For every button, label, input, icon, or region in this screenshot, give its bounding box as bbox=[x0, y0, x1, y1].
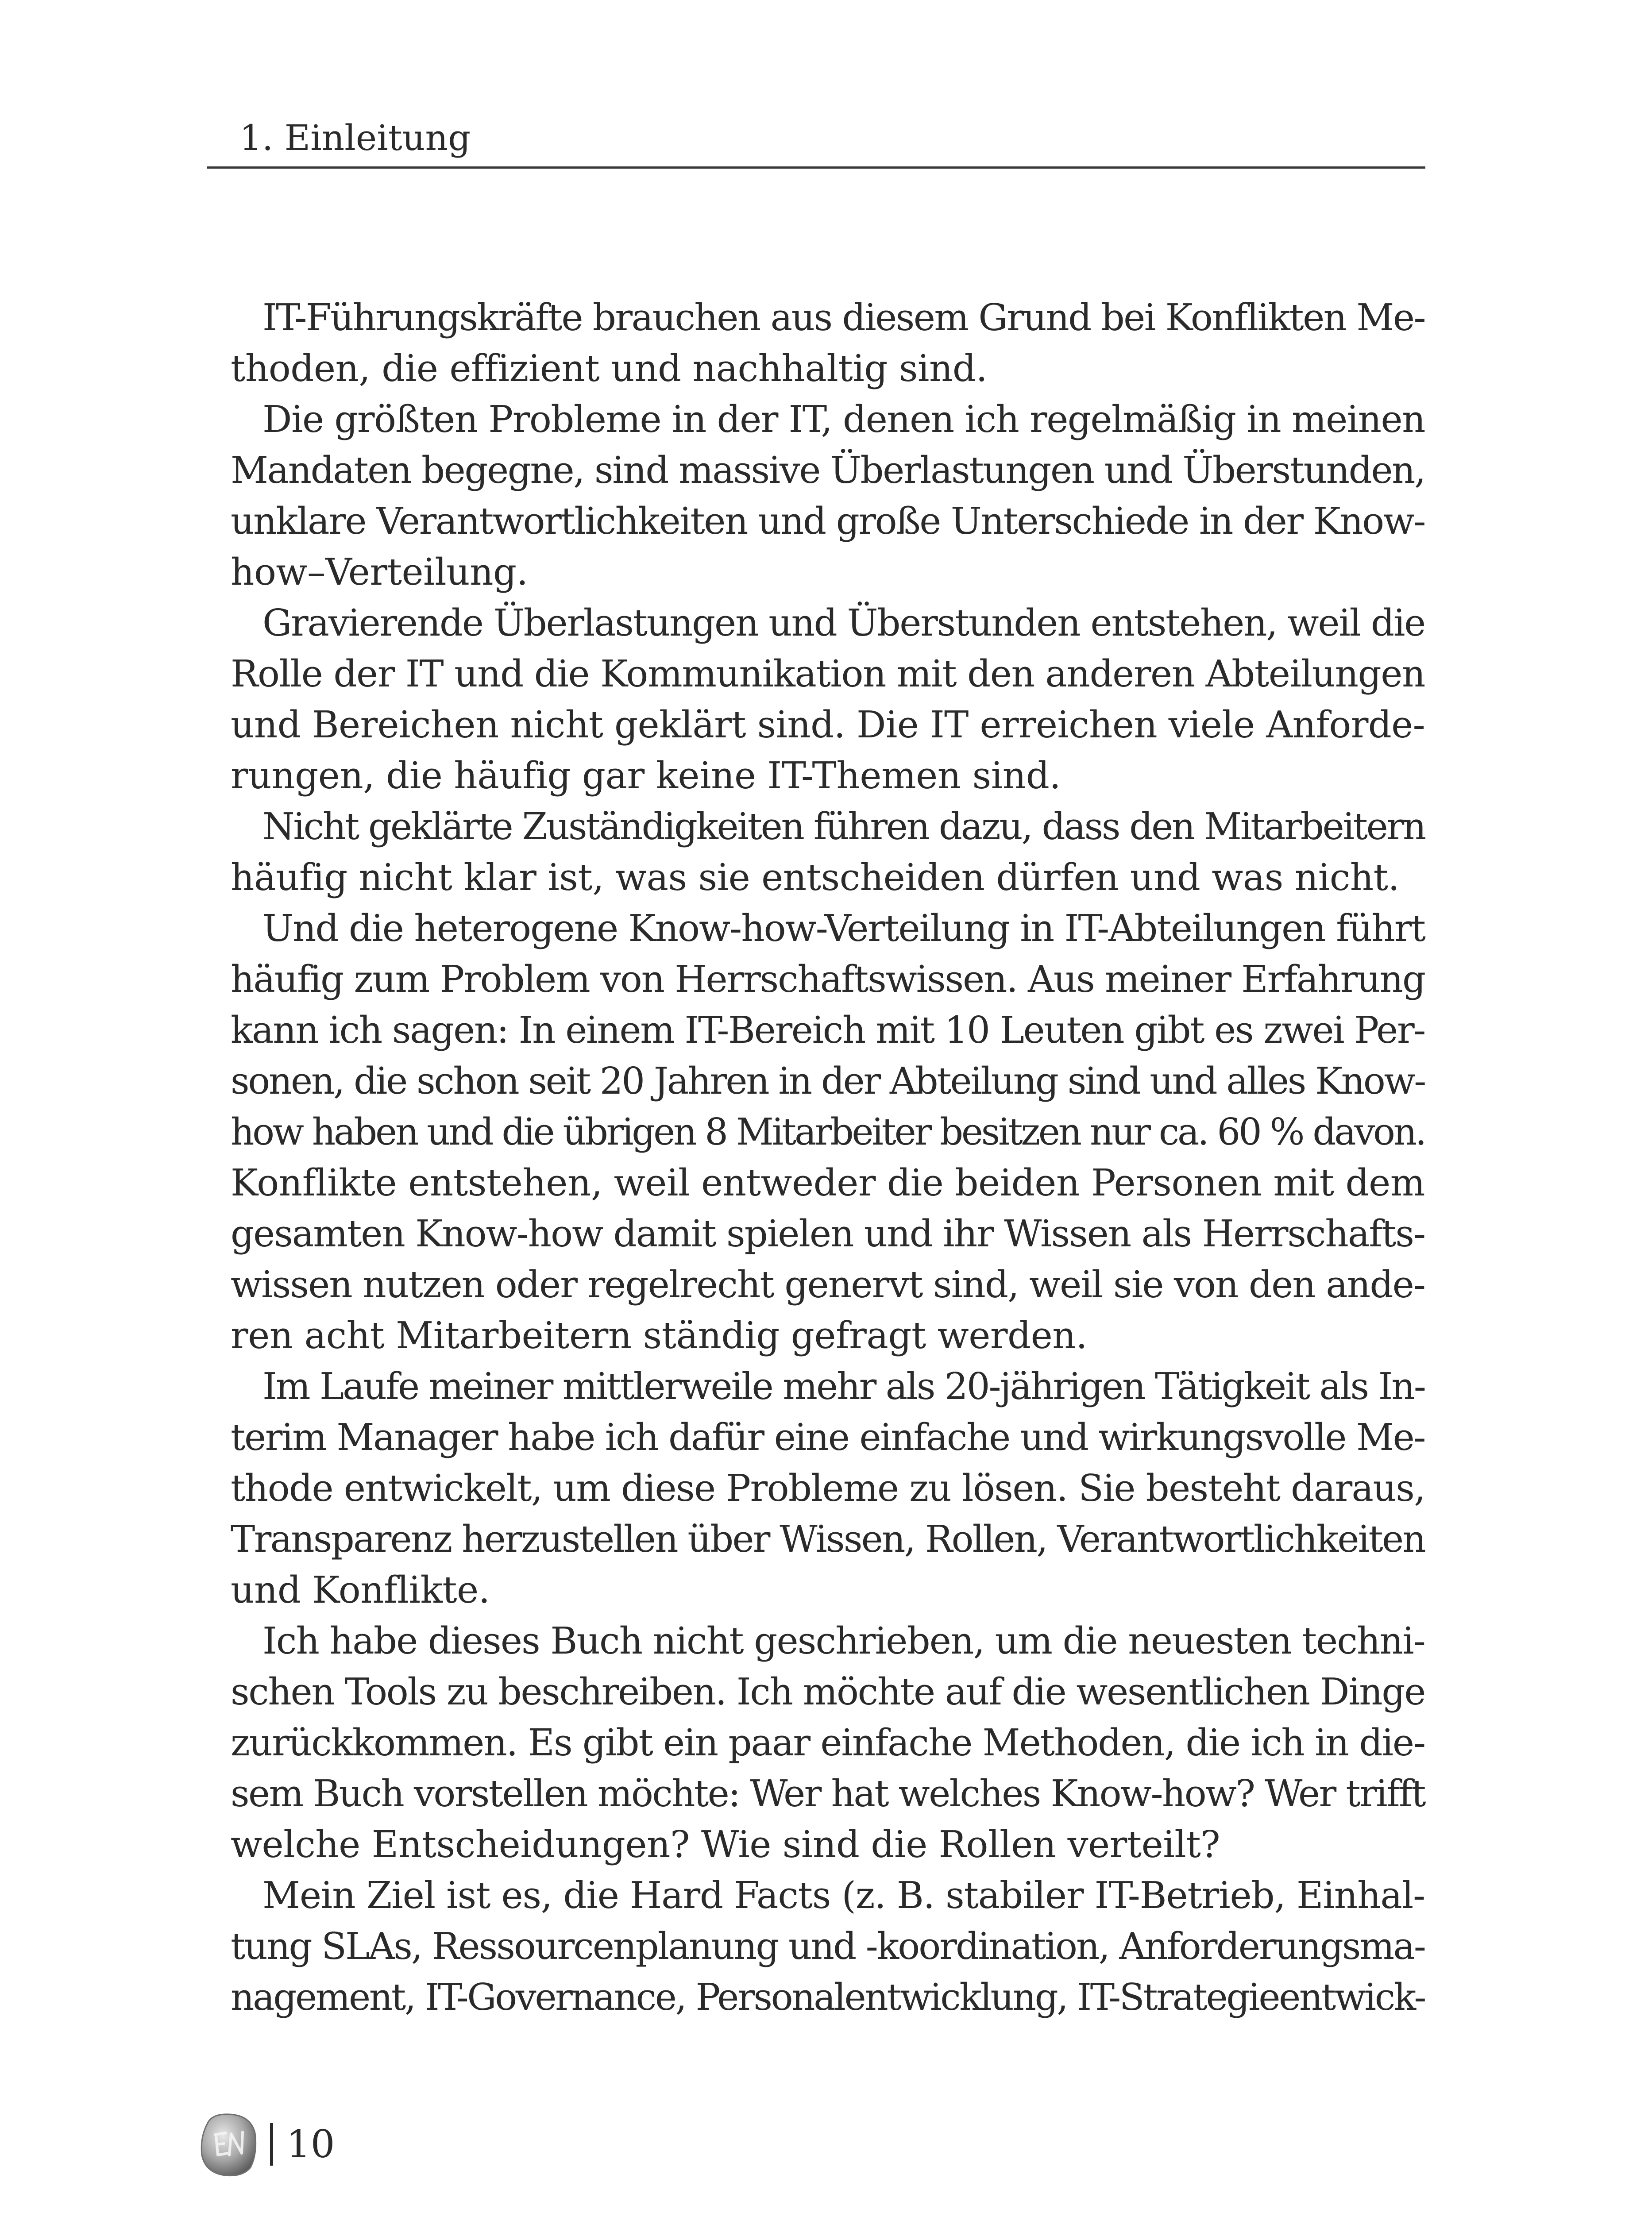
text-line: häufig nicht klar ist, was sie entscheiden dürfen und was nicht. bbox=[231, 856, 1400, 899]
page-footer bbox=[198, 2107, 335, 2182]
text-line: häufig zum Problem von Herrschaftswissen. Aus meiner Erfahrung bbox=[231, 958, 1425, 1001]
text-line: Im Laufe meiner mittlerweile mehr als 20-jährigen Tätigkeit als In- bbox=[262, 1365, 1425, 1408]
text-line: how haben und die übrigen 8 Mitarbeiter besitzen nur ca. 60 % davon. bbox=[231, 1110, 1425, 1153]
text-line: how–Verteilung. bbox=[231, 551, 528, 594]
header-rule bbox=[207, 166, 1425, 169]
text-line: thode entwickelt, um diese Probleme zu lösen. Sie besteht daraus, bbox=[231, 1467, 1425, 1510]
body-text bbox=[231, 292, 1425, 2023]
text-line: thoden, die effizient und nachhaltig sind. bbox=[231, 347, 988, 390]
text-line: unklare Verantwortlichkeiten und große Unterschiede in der Know- bbox=[231, 500, 1425, 543]
text-line: schen Tools zu beschreiben. Ich möchte auf die wesentlichen Dinge bbox=[231, 1670, 1425, 1713]
text-line: Gravierende Überlastungen und Überstunden entstehen, weil die bbox=[262, 601, 1425, 644]
text-line: Rolle der IT und die Kommunikation mit den anderen Abteilungen bbox=[231, 652, 1425, 695]
stone-seal-icon bbox=[198, 2111, 259, 2178]
text-line: sonen, die schon seit 20 Jahren in der Abteilung sind und alles Know- bbox=[231, 1060, 1425, 1103]
text-line: wissen nutzen oder regelrecht genervt sind, weil sie von den ande- bbox=[231, 1263, 1425, 1306]
text-line: Nicht geklärte Zuständigkeiten führen dazu, dass den Mitarbeitern bbox=[262, 805, 1425, 848]
text-line: nagement, IT-Governance, Personalentwicklung, IT-Strategieentwick- bbox=[231, 1976, 1425, 2019]
text-line: Mein Ziel ist es, die Hard Facts (z. B. stabiler IT-Betrieb, Einhal- bbox=[262, 1874, 1425, 1917]
text-line: sem Buch vorstellen möchte: Wer hat welches Know-how? Wer trifft bbox=[231, 1772, 1425, 1815]
text-line: zurückkommen. Es gibt ein paar einfache Methoden, die ich in die- bbox=[231, 1721, 1425, 1764]
text-line: und Bereichen nicht geklärt sind. Die IT erreichen viele Anforde- bbox=[231, 703, 1425, 746]
text-line: Die größten Probleme in der IT, denen ich regelmäßig in meinen bbox=[262, 398, 1425, 441]
text-line: gesamten Know-how damit spielen und ihr Wissen als Herrschafts- bbox=[231, 1212, 1425, 1255]
text-line: rungen, die häufig gar keine IT-Themen sind. bbox=[231, 754, 1061, 797]
text-line: Mandaten begegne, sind massive Überlastungen und Überstunden, bbox=[231, 449, 1425, 492]
text-line: tung SLAs, Ressourcenplanung und -koordination, Anforderungsma- bbox=[231, 1925, 1425, 1968]
running-head: 1. Einleitung bbox=[239, 117, 471, 158]
text-line: Und die heterogene Know-how-Verteilung in IT-Abteilungen führt bbox=[262, 907, 1425, 950]
text-line: Konflikte entstehen, weil entweder die beiden Personen mit dem bbox=[231, 1161, 1425, 1204]
text-line: Transparenz herzustellen über Wissen, Rollen, Verantwortlichkeiten bbox=[231, 1518, 1425, 1561]
text-line: kann ich sagen: In einem IT-Bereich mit 10 Leuten gibt es zwei Per- bbox=[231, 1009, 1425, 1052]
text-line: Ich habe dieses Buch nicht geschrieben, um die neuesten techni- bbox=[262, 1619, 1425, 1662]
page-number-separator bbox=[270, 2123, 273, 2166]
text-line: IT-Führungskräfte brauchen aus diesem Grund bei Konflikten Me- bbox=[262, 296, 1425, 339]
text-line: ren acht Mitarbeitern ständig gefragt werden. bbox=[231, 1314, 1088, 1357]
page-number: 10 bbox=[286, 2122, 335, 2167]
text-line: und Konflikte. bbox=[231, 1569, 490, 1612]
text-line: welche Entscheidungen? Wie sind die Rollen verteilt? bbox=[231, 1823, 1220, 1866]
text-line: terim Manager habe ich dafür eine einfache und wirkungsvolle Me- bbox=[231, 1416, 1425, 1459]
